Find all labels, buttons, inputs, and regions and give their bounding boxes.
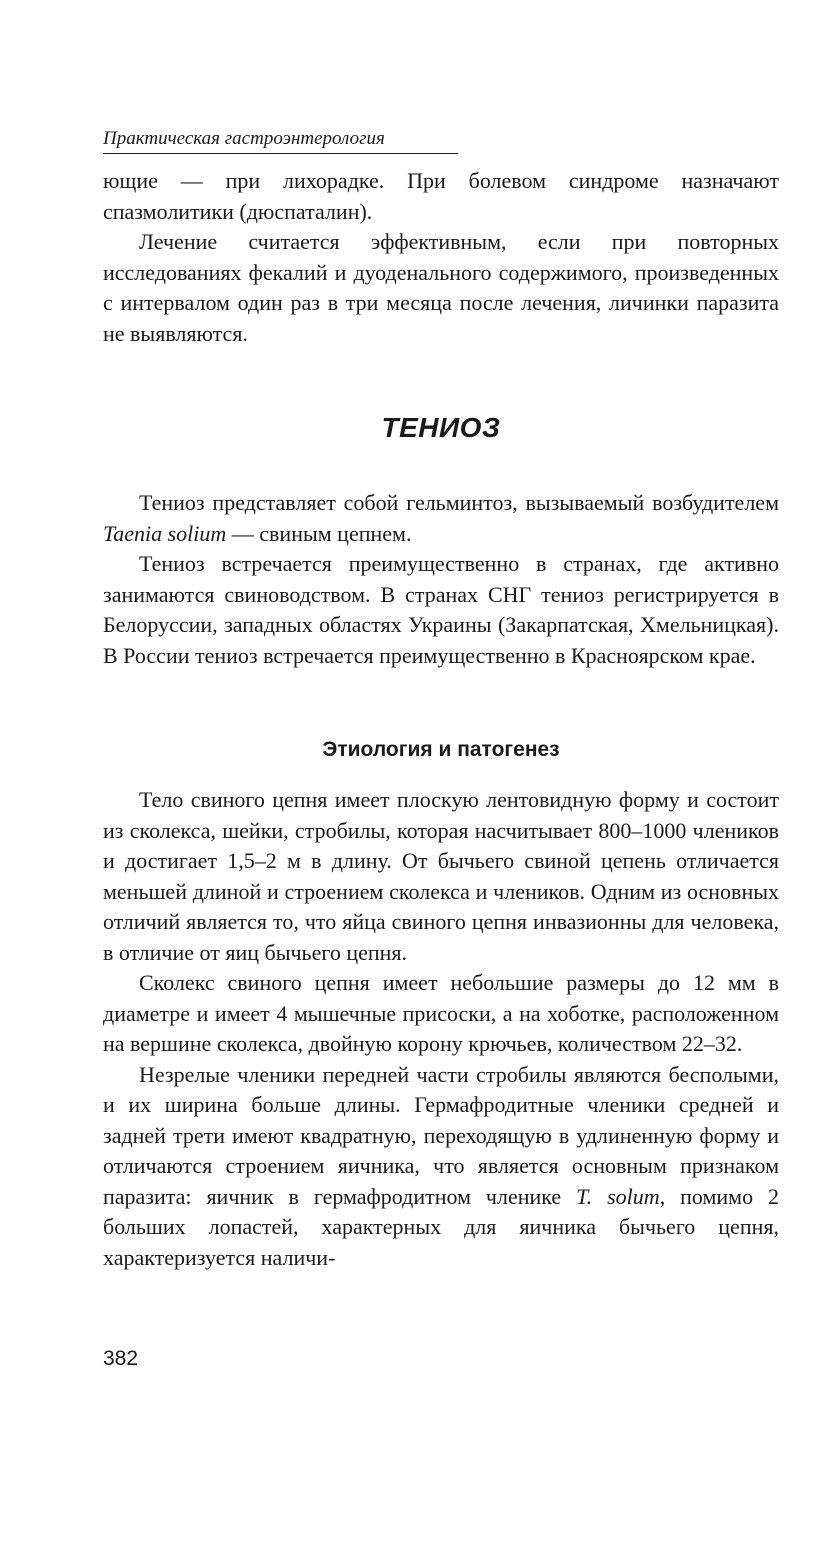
text-run: Тениоз представляет собой гельминтоз, вызываемый возбудителем — [139, 490, 779, 515]
text-run: — свиным цепнем. — [226, 520, 412, 546]
subsection-text — [103, 785, 779, 1273]
paragraph-treatment-effectiveness: Лечение считается эффективным, если при повторных исследованиях фекалий и дуоденального содержимого, произведенных с интервалом один раз в три месяца после лечения, личинки паразита не выявляются. — [103, 229, 779, 346]
intro-text — [103, 166, 779, 349]
page-number: 382 — [103, 1347, 139, 1370]
paragraph-proglottids — [103, 1060, 779, 1274]
species-name-italic: T. solum — [576, 1183, 660, 1209]
paragraph-continuation: ющие — при лихорадке. При болевом синдроме назначают спазмолитики (дюспаталин). — [103, 168, 779, 224]
subsection-title: Этиология и патогенез — [322, 738, 560, 761]
paragraph-teniosis-distribution: Тениоз встречается преимущественно в странах, где активно занимаются свиноводством. В странах СНГ тениоз регистрируется в Белоруссии, западных областях Украины (Закарпатская, Хмельницкая). В России тениоз встречается преимущественно в Красноярском крае. — [103, 551, 779, 668]
paragraph-teniosis-definition — [103, 488, 779, 549]
species-name-italic: Taenia solium — [103, 520, 227, 546]
paragraph-body-structure: Тело свиного цепня имеет плоскую лентовидную форму и состоит из сколекса, шейки, стробилы, которая насчитывает 800–1000 члеников и достигает 1,5–2 м в длину. От бычьего свиной цепень отличается меньшей длиной и строением сколекса и члеников. Одним из основных отличий является то, что яйца свиного цепня инвазионны для человека, в отличие от яиц бычьего цепня. — [103, 787, 779, 965]
section-intro-text — [103, 488, 779, 671]
text-run: Незрелые членики передней части стробилы являются бесполыми, и их ширина больше длины. Гермафродитные членики средней и задней трети имеют квадратную, переходящую в удлиненную форму и отличаются строением яичника, что является основным признаком паразита: яичник в гермафродитном членике — [103, 1061, 779, 1209]
section-title: ТЕНИОЗ — [381, 412, 501, 443]
paragraph-scolex: Сколекс свиного цепня имеет небольшие размеры до 12 мм в диаметре и имеет 4 мышечные присоски, а на хоботке, расположенном на вершине сколекса, двойную корону крючьев, количеством 22–32. — [103, 970, 779, 1056]
running-head: Практическая гастроэнтерология — [103, 127, 458, 154]
text-run: , помимо 2 больших лопастей, характерных для яичника бычьего цепня, характеризуется наличи- — [103, 1183, 779, 1270]
